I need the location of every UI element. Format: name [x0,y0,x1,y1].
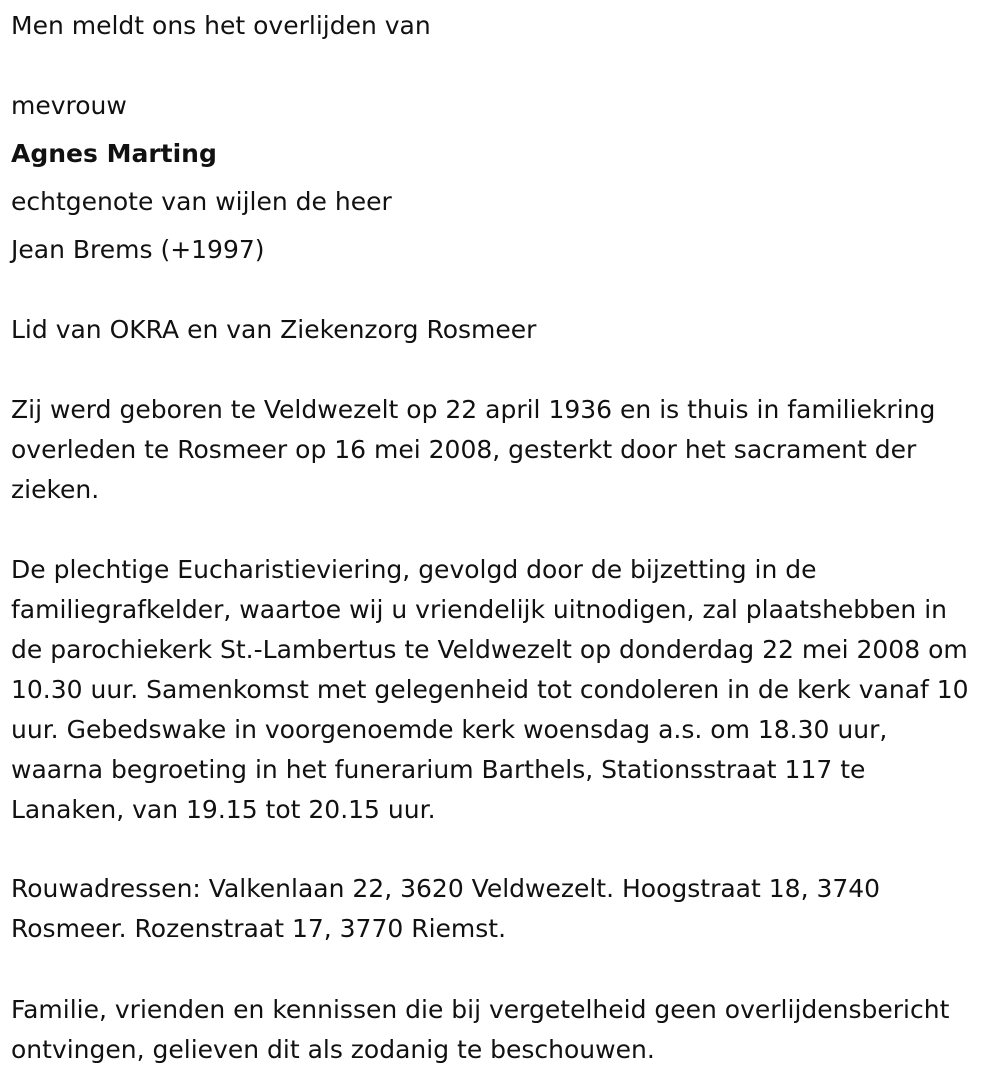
title-line: mevrouw [11,91,127,120]
deceased-name: Agnes Marting [11,139,217,168]
membership-line: Lid van OKRA en van Ziekenzorg Rosmeer [11,315,537,344]
intro-line: Men meldt ons het overlijden van [11,11,431,40]
spouse-name: Jean Brems (+1997) [11,235,265,264]
spouse-label: echtgenote van wijlen de heer [11,187,392,216]
closing-paragraph: Familie, vrienden en kennissen die bij vergetelheid geen overlijdensbericht ontvingen, gelieven dit als zodanig te beschouwen. [11,995,950,1064]
addresses-paragraph: Rouwadressen: Valkenlaan 22, 3620 Veldwezelt. Hoogstraat 18, 3740 Rosmeer. Rozenstraat 17, 3770 Riemst. [11,874,881,943]
birth-death-paragraph: Zij werd geboren te Veldwezelt op 22 april 1936 en is thuis in familiekring overleden te Rosmeer op 16 mei 2008, gesterkt door het sacrament der zieken. [11,395,936,504]
ceremony-paragraph: De plechtige Eucharistieviering, gevolgd door de bijzetting in de familiegrafkelder, waartoe wij u vriendelijk uitnodigen, zal plaatshebben in de parochiekerk St.-Lambertus te Veldwezelt op donderdag 22 mei 2008 om 10.30 uur. Samenkomst met gelegenheid tot condoleren in de kerk vanaf 10 uur. Gebedswake in voorgenoemde kerk woensdag a.s. om 18.30 uur, waarna begroeting in het funerarium Barthels, Stationsstraat 117 te Lanaken, van 19.15 tot 20.15 uur. [11,555,969,824]
